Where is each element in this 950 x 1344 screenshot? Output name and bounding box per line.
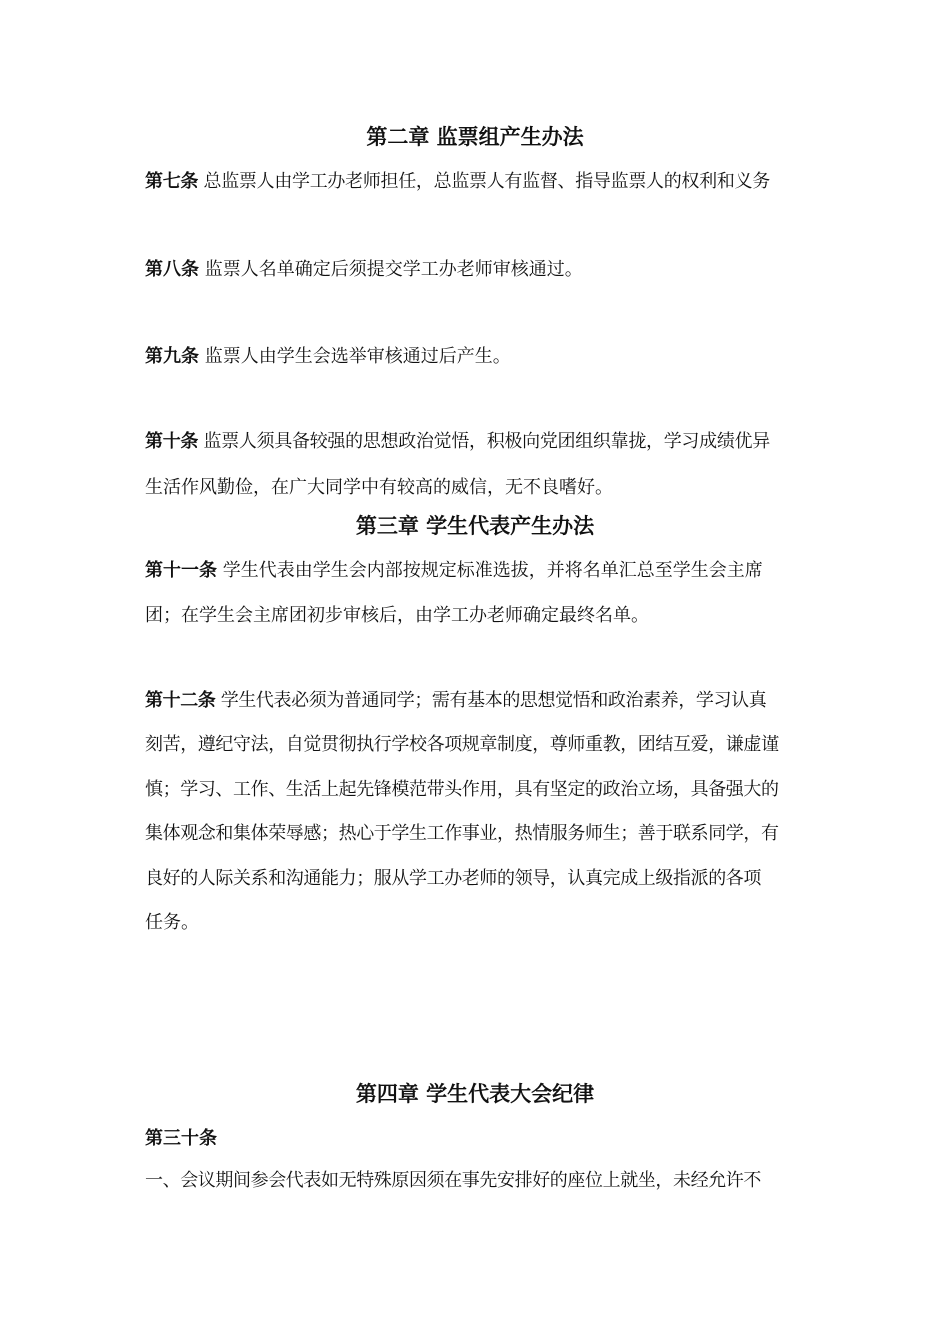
article-30 xyxy=(145,1125,815,1153)
article-30-line-1: 一、会议期间参会代表如无特殊原因须在事先安排好的座位上就坐，未经允许不 xyxy=(145,1170,761,1191)
article-10 xyxy=(145,428,815,456)
article-12-line-2: 刻苦，遵纪守法，自觉贯彻执行学校各项规章制度，尊师重教，团结互爱，谦虚谨 xyxy=(145,734,779,755)
article-30-label: 第三十条 xyxy=(145,1128,217,1149)
article-12-line-4: 集体观念和集体荣辱感；热心于学生工作事业，热情服务师生；善于联系同学，有 xyxy=(145,823,779,844)
article-12-line-6: 任务。 xyxy=(145,912,199,933)
article-7 xyxy=(145,168,815,196)
article-8-label: 第八条 xyxy=(145,259,199,280)
chapter-2-heading: 第二章 监票组产生办法 xyxy=(366,125,584,149)
article-12-label: 第十二条 xyxy=(145,690,216,711)
article-7-text: 总监票人由学工办老师担任，总监票人有监督、指导监票人的权利和义务 xyxy=(203,171,770,192)
article-8 xyxy=(145,256,815,284)
article-10-text: 监票人须具备较强的思想政治觉悟，积极向党团组织靠拢，学习成绩优异 xyxy=(203,431,770,452)
article-11-line-2: 团；在学生会主席团初步审核后，由学工办老师确定最终名单。 xyxy=(145,605,649,626)
article-8-text: 监票人名单确定后须提交学工办老师审核通过。 xyxy=(204,259,583,280)
article-11-text: 学生代表由学生会内部按规定标准选拔，并将名单汇总至学生会主席 xyxy=(222,560,763,581)
article-11 xyxy=(145,557,815,585)
chapter-3-heading: 第三章 学生代表产生办法 xyxy=(355,514,595,538)
article-7-label: 第七条 xyxy=(145,171,199,192)
article-12-line-3: 慎；学习、工作、生活上起先锋模范带头作用，具有坚定的政治立场，具备强大的 xyxy=(145,779,779,800)
article-11-label: 第十一条 xyxy=(145,560,217,581)
article-12-line-5: 良好的人际关系和沟通能力；服从学工办老师的领导，认真完成上级指派的各项 xyxy=(145,868,761,889)
article-9-label: 第九条 xyxy=(145,346,199,367)
article-12-text: 学生代表必须为普通同学；需有基本的思想觉悟和政治素养，学习认真 xyxy=(220,690,767,711)
chapter-4-heading: 第四章 学生代表大会纪律 xyxy=(355,1082,595,1106)
article-9-text: 监票人由学生会选举审核通过后产生。 xyxy=(204,346,511,367)
article-9 xyxy=(145,343,815,371)
article-12 xyxy=(145,687,815,715)
article-10-label: 第十条 xyxy=(145,431,199,452)
article-10-line-2: 生活作风勤俭，在广大同学中有较高的威信，无不良嗜好。 xyxy=(145,477,613,498)
